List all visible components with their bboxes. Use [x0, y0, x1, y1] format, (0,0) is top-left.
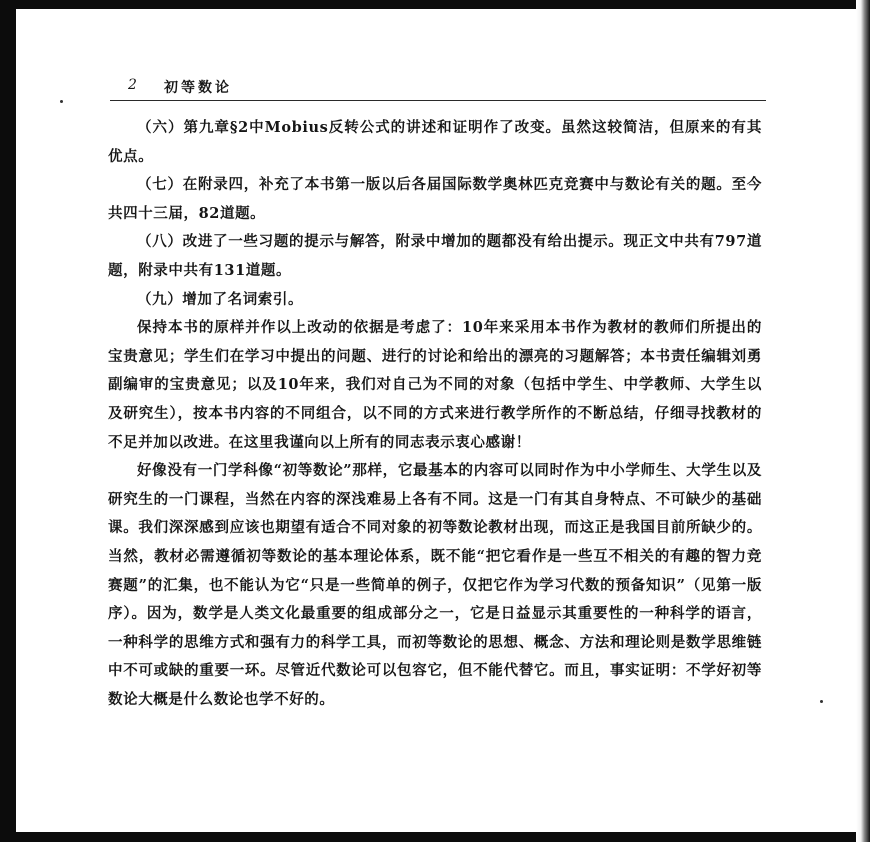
scan-border-top — [0, 0, 870, 9]
scan-border-right — [856, 0, 870, 842]
paragraph-significance: 好像没有一门学科像“初等数论”那样，它最基本的内容可以同时作为中小学师生、大学生以及研究生的一门课程，当然在内容的深浅难易上各有不同。这是一门有其自身特点、不可缺少的基础课。我们深深感到应该也期望有适合不同对象的初等数论教材出现，而这正是我国目前所缺少的。当然，教材必需遵循初等数论的基本理论体系，既不能“把它看作是一些互不相关的有趣的智力竞赛题”的汇集，也不能认为它“只是一些简单的例子，仅把它作为学习代数的预备知识”（见第一版序）。因为，数学是人类文化最重要的组成部分之一，它是日益显示其重要性的一种科学的语言，一种科学的思维方式和强有力的科学工具，而初等数论的思想、概念、方法和理论则是数学思维链中不可或缺的重要一环。尽管近代数论可以包容它，但不能代替它。而且，事实证明：不学好初等数论大概是什么数论也学不好的。 — [108, 462, 762, 708]
paragraph-item-6: （六）第九章§2中Mobius反转公式的讲述和证明作了改变。虽然这较简洁，但原来的有其优点。 — [108, 119, 762, 165]
scan-speck — [820, 700, 823, 703]
scan-border-bottom — [0, 832, 870, 842]
paragraph-item-9: （九）增加了名词索引。 — [137, 290, 304, 308]
header-rule — [110, 100, 766, 101]
scan-border-left — [0, 0, 16, 842]
scan-speck — [60, 100, 63, 103]
running-title: 初等数论 — [164, 80, 232, 96]
page-number: 2 — [128, 77, 137, 93]
page-header — [128, 77, 758, 99]
paragraph-item-7: （七）在附录四，补充了本书第一版以后各届国际数学奥林匹克竞赛中与数论有关的题。至今共四十三届，82道题。 — [108, 176, 762, 222]
body-text — [108, 114, 762, 714]
paragraph-acknowledgement: 保持本书的原样并作以上改动的依据是考虑了：10年来采用本书作为教材的教师们所提出的宝贵意见；学生们在学习中提出的问题、进行的讨论和给出的漂亮的习题解答；本书责任编辑刘勇副编审的宝贵意见；以及10年来，我们对自己为不同的对象（包括中学生、中学教师、大学生以及研究生），按本书内容的不同组合，以不同的方式来进行教学所作的不断总结，仔细寻找教材的不足并加以改进。在这里我谨向以上所有的同志表示衷心感谢！ — [108, 319, 762, 451]
paragraph-item-8: （八）改进了一些习题的提示与解答，附录中增加的题都没有给出提示。现正文中共有797道题，附录中共有131道题。 — [108, 233, 762, 279]
